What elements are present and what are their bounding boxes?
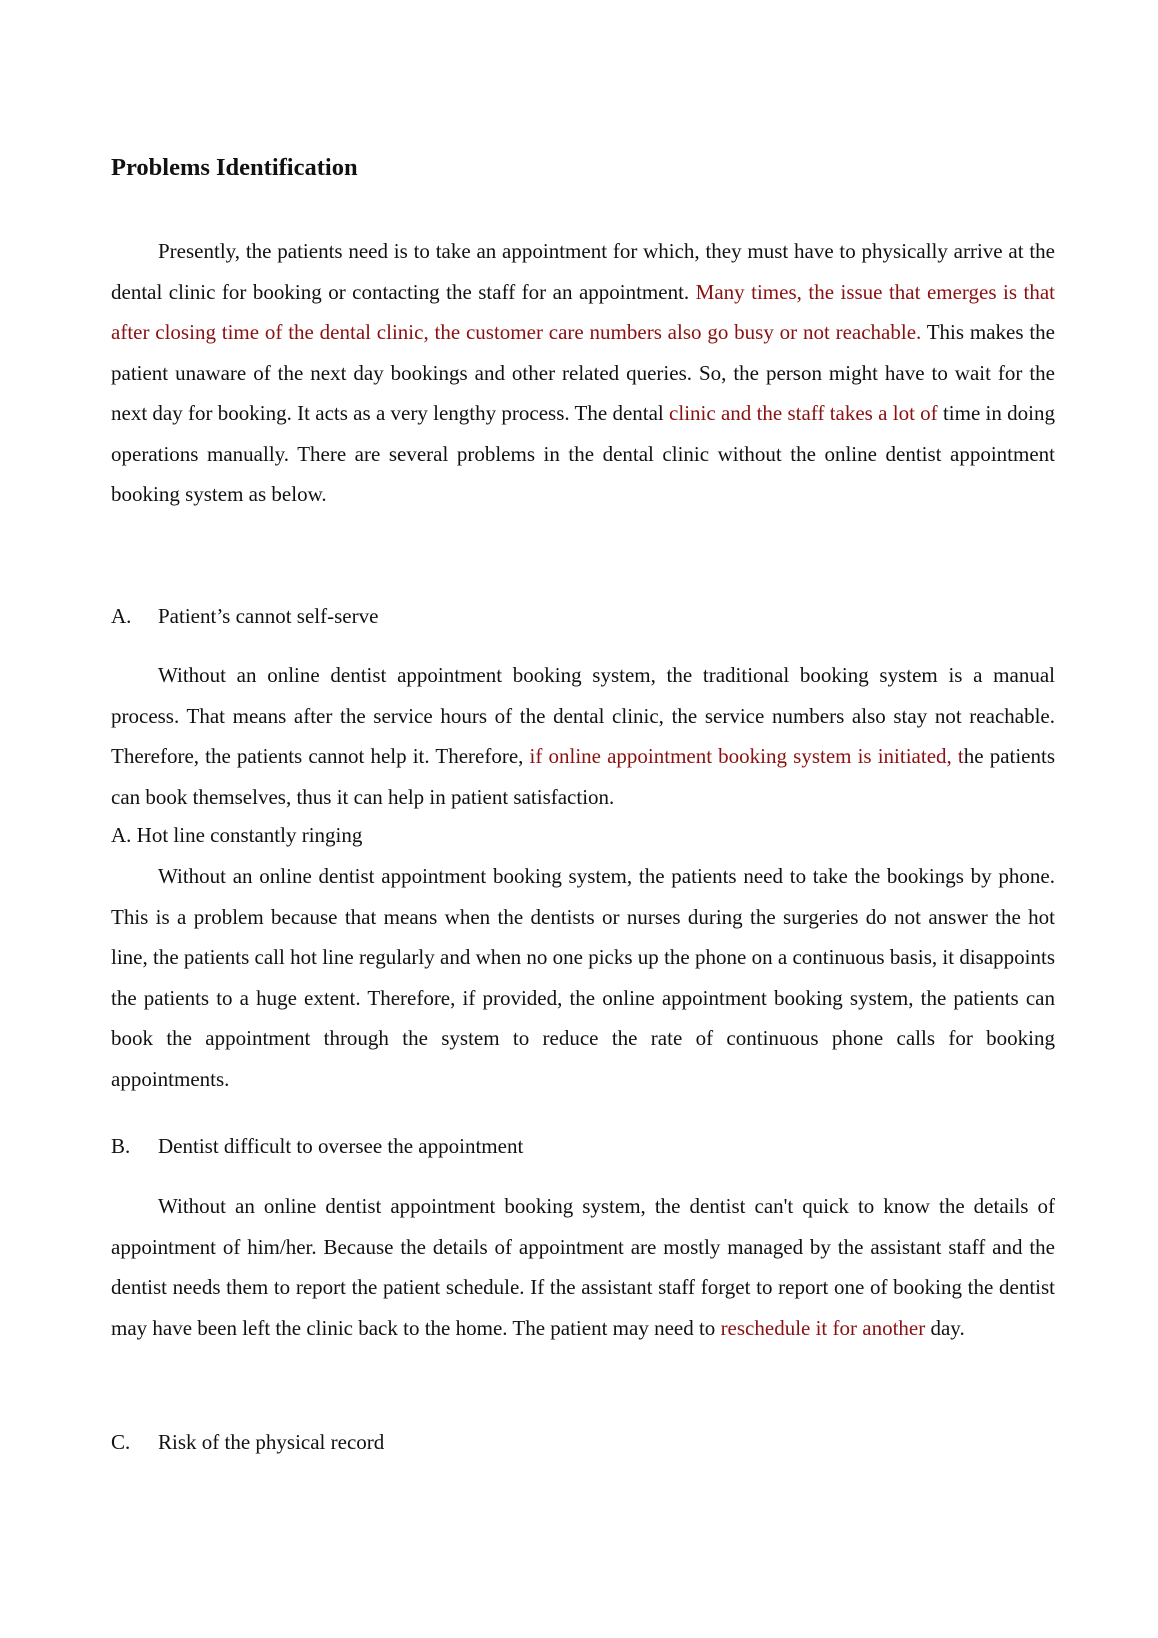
section-b-heading xyxy=(111,1131,523,1161)
section-a-paragraph xyxy=(111,655,1055,817)
intro-highlight-2: clinic and the staff takes a lot of xyxy=(669,401,938,425)
section-a2-paragraph: Without an online dentist appointment booking system, the patients need to take the bookings by phone. This is a problem because that means when the dentists or nurses during the surgeries do not answer the hot line, the patients call hot line regularly and when no one picks up the phone on a continuous basis, it disappoints the patients to a huge extent. Therefore, if provided, the online appointment booking system, the patients can book the appointment through the system to reduce the rate of continuous phone calls for booking appointments. xyxy=(111,864,1055,1091)
section-b-title: Dentist difficult to oversee the appointment xyxy=(158,1134,524,1158)
section-c-title: Risk of the physical record xyxy=(158,1430,385,1454)
section-c-heading xyxy=(111,1427,384,1457)
section-a-text-2: he patients can book themselves, thus it can help in patient satisfaction. xyxy=(111,744,1056,809)
section-c-letter: C. xyxy=(111,1430,131,1454)
section-b-letter: B. xyxy=(111,1134,131,1158)
section-b-highlight: reschedule it for another xyxy=(720,1315,926,1340)
section-b-text-2: day. xyxy=(925,1315,965,1340)
section-b-text-1: Without an online dentist appointment booking system, the dentist can't quick to know the details of appointment of him/her. Because the details of appointment are mostly managed by the assistant staff and the dentist needs them to report the patient schedule. If the assistant staff forget to report one of booking the dentist may have been left the clinic back to the home. The patient may need to xyxy=(111,1194,1055,1340)
section-a-text-1: Without an online dentist appointment booking system, the traditional booking system is a manual process. That means after the service hours of the dental clinic, the service numbers also stay not reachable. Therefore, the patients cannot help it. Therefore, xyxy=(111,663,1055,768)
intro-text-3: time in doing operations manually. There are several problems in the dental clinic without the online dentist appointment booking system as below. xyxy=(111,401,1055,506)
intro-text-1: Presently, the patients need is to take an appointment for which, they must have to physically arrive at the dental clinic for booking or contacting the staff for an appointment. xyxy=(111,239,1055,304)
section-a-highlight: if online appointment booking system is initiated, t xyxy=(529,744,964,768)
intro-highlight-1: Many times, the issue that emerges is that after closing time of the dental clinic, the customer care numbers also go busy or not reachable. xyxy=(111,279,1055,344)
section-a-title: Patient’s cannot self-serve xyxy=(158,604,379,628)
section-a-letter: A. xyxy=(111,604,132,628)
section-a2-heading: A. Hot line constantly ringing xyxy=(111,823,363,847)
section-b-paragraph xyxy=(111,1186,1055,1348)
section-a-heading xyxy=(111,601,378,631)
page-title: Problems Identification xyxy=(111,154,358,181)
intro-paragraph xyxy=(111,231,1055,515)
intro-text-2: This makes the patient unaware of the next day bookings and other related queries. So, the person might have to wait for the next day for booking. It acts as a very lengthy process. The dental xyxy=(111,320,1055,425)
